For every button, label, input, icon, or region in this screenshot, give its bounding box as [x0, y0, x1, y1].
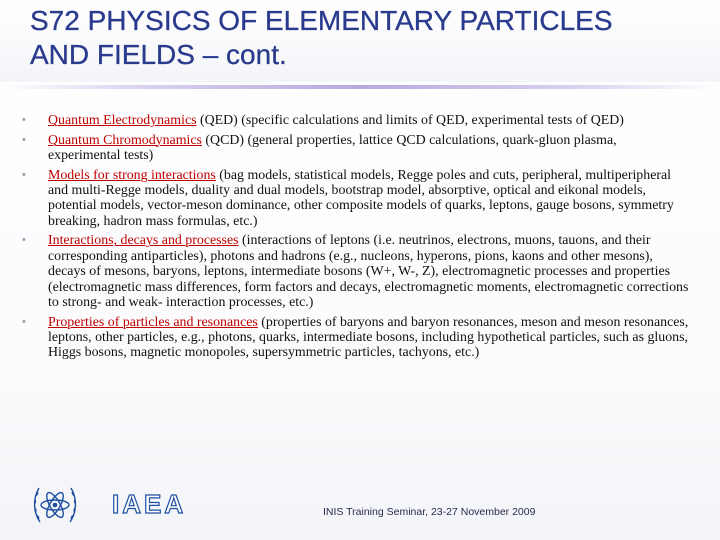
bullet-text: (interactions of leptons (i.e. neutrinos, electrons, muons, tauons, and their corresponding antiparticles), photons and hadrons (e.g., nucleons, hyperons, pions, kaons and other mesons), decays of mesons, baryons, leptons, intermediate bosons (W+, W-, Z), electromagnetic processes and properties (electromagnetic mass differences, form factors and decays, electromagnetic moments, electromagnetic corrections to strong- and weak- interaction processes, etc.) — [48, 233, 689, 311]
bullet-item — [22, 133, 690, 164]
bullet-marker: • — [22, 315, 26, 328]
bullet-text: (properties of baryons and baryon resonances, meson and meson resonances, leptons, other particles, e.g., photons, quarks, intermediate bosons, including hypothetical particles, such as gluons, Higgs bosons, magnetic monopoles, supersymmetric particles, tachyons, etc.) — [48, 314, 689, 361]
bullet-text: (QED) (specific calculations and limits of QED, experimental tests of QED) — [196, 113, 624, 128]
atom-olive-emblem-icon — [30, 480, 80, 530]
slide-title-line-1: S72 PHYSICS OF ELEMENTARY PARTICLES — [30, 5, 613, 36]
bullet-term-properties[interactable]: Properties of particles and resonances — [48, 314, 258, 330]
slide-title — [30, 4, 710, 72]
bullet-term-qed[interactable]: Quantum Electrodynamics — [48, 113, 197, 128]
footer-caption: INIS Training Seminar, 23-27 November 2009 — [323, 506, 536, 518]
bullet-term-interactions[interactable]: Interactions, decays and processes — [48, 233, 239, 249]
bullet-text: (QCD) (general properties, lattice QCD calculations, quark-gluon plasma, experimental tests) — [48, 132, 617, 163]
bullet-marker: • — [22, 114, 26, 126]
bullet-marker: • — [22, 168, 26, 181]
slide-title-line-2: AND FIELDS – cont. — [30, 39, 287, 70]
title-divider — [0, 85, 720, 89]
bullet-item — [22, 315, 690, 361]
bullet-text: (bag models, statistical models, Regge poles and cuts, peripheral, multiperipheral and multi-Regge models, duality and dual models, bootstrap model, absorptive, optical and eikonal models, potential models, vector-meson dominance, other composite models of quarks, leptons, gauge bosons, symmetry breaking, hadron mass formulas, etc.) — [48, 167, 674, 229]
bullet-item — [22, 233, 690, 310]
iaea-logo-text: IAEA — [112, 489, 187, 519]
iaea-logo — [30, 480, 187, 530]
bullet-term-qcd[interactable]: Quantum Chromodynamics — [48, 132, 202, 148]
bullet-term-strong-models[interactable]: Models for strong interactions — [48, 167, 216, 183]
bullet-item — [22, 168, 690, 230]
bullet-marker: • — [22, 133, 26, 146]
bullet-item — [22, 113, 690, 128]
bullet-marker: • — [22, 234, 26, 247]
bullet-list — [22, 113, 690, 365]
